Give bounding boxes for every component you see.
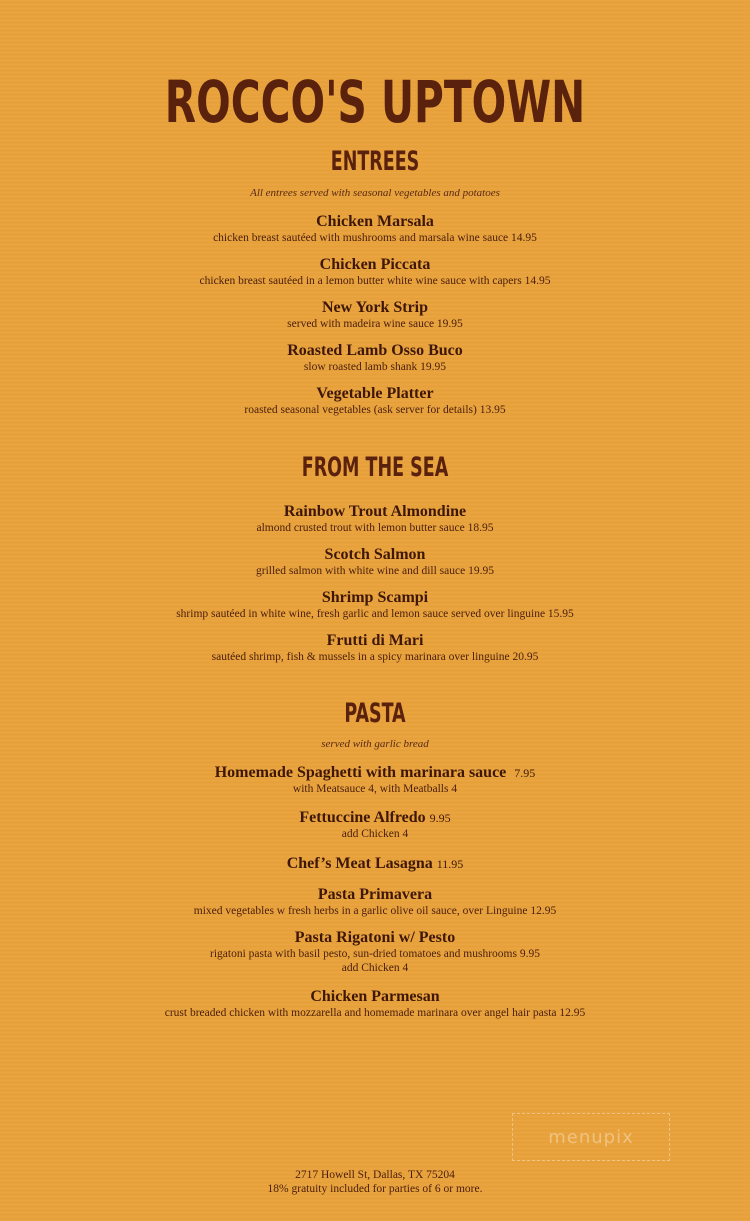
item-desc: roasted seasonal vegetables (ask server for details) 13.95 xyxy=(244,404,506,416)
item-name: Shrimp Scampi xyxy=(321,589,429,606)
item-price: 7.95 xyxy=(514,766,536,780)
item-desc: slow roasted lamb shank 19.95 xyxy=(303,361,447,373)
item-name: Pasta Primavera xyxy=(317,886,433,903)
item-desc: almond crusted trout with lemon butter sauce 18.95 xyxy=(256,522,494,534)
entrees-note: All entrees served with seasonal vegetables and potatoes xyxy=(250,187,500,199)
menu-item xyxy=(0,503,750,535)
item-name: Chef’s Meat Lasagna xyxy=(286,855,433,872)
item-name: Scotch Salmon xyxy=(324,546,426,563)
menu-item xyxy=(0,988,750,1020)
item-desc: crust breaded chicken with mozzarella and homemade marinara over angel hair pasta 12.95 xyxy=(164,1007,586,1019)
item-name: Frutti di Mari xyxy=(326,632,424,649)
item-desc: chicken breast sautéed in a lemon butter white wine sauce with capers 14.95 xyxy=(199,275,551,287)
item-desc: chicken breast sautéed with mushrooms and marsala wine sauce 14.95 xyxy=(213,232,537,244)
item-name: Pasta Rigatoni w/ Pesto xyxy=(294,929,456,946)
item-name: Vegetable Platter xyxy=(316,385,434,402)
menu-item xyxy=(0,546,750,578)
menupix-watermark: menupix xyxy=(512,1113,670,1161)
menu-item xyxy=(0,385,750,417)
item-name-line xyxy=(0,764,750,782)
entrees-title: ENTREES xyxy=(330,146,420,177)
item-price: 11.95 xyxy=(436,857,464,871)
menu-item xyxy=(0,342,750,374)
menu-item xyxy=(0,886,750,918)
pasta-title: PASTA xyxy=(344,698,406,729)
menu-item xyxy=(0,589,750,621)
item-name: Chicken Piccata xyxy=(319,256,431,273)
footer xyxy=(0,1168,750,1196)
item-name: Chicken Parmesan xyxy=(310,988,440,1005)
item-name: Roasted Lamb Osso Buco xyxy=(287,342,463,359)
menu-item xyxy=(0,632,750,664)
menu-item xyxy=(0,855,750,873)
item-name: Chicken Marsala xyxy=(316,213,434,230)
item-price: 9.95 xyxy=(429,811,451,825)
menu-item xyxy=(0,256,750,288)
item-name: Rainbow Trout Almondine xyxy=(283,503,467,520)
item-desc: grilled salmon with white wine and dill sauce 19.95 xyxy=(256,565,494,577)
item-name-line xyxy=(0,855,750,873)
menu-item xyxy=(0,299,750,331)
address: 2717 Howell St, Dallas, TX 75204 xyxy=(295,1169,455,1181)
item-desc-addon: add Chicken 4 xyxy=(341,962,409,974)
menu-item xyxy=(0,213,750,245)
item-desc: served with madeira wine sauce 19.95 xyxy=(287,318,463,330)
menu-item xyxy=(0,929,750,975)
item-desc: with Meatsauce 4, with Meatballs 4 xyxy=(292,783,458,795)
item-name: Homemade Spaghetti with marinara sauce xyxy=(214,764,507,781)
item-desc: shrimp sautéed in white wine, fresh garlic and lemon sauce served over linguine 15.95 xyxy=(176,608,574,620)
gratuity-note: 18% gratuity included for parties of 6 or more. xyxy=(267,1183,483,1195)
item-name: Fettuccine Alfredo xyxy=(299,809,426,826)
menu-item xyxy=(0,809,750,841)
item-name: New York Strip xyxy=(321,299,429,316)
item-desc: mixed vegetables w fresh herbs in a garlic olive oil sauce, over Linguine 12.95 xyxy=(193,905,557,917)
item-desc: rigatoni pasta with basil pesto, sun-dried tomatoes and mushrooms 9.95 xyxy=(210,948,540,960)
item-desc: add Chicken 4 xyxy=(341,828,409,840)
pasta-note: served with garlic bread xyxy=(321,738,429,750)
item-desc: sautéed shrimp, fish & mussels in a spicy marinara over linguine 20.95 xyxy=(211,651,539,663)
restaurant-name: ROCCO'S UPTOWN xyxy=(164,68,586,136)
menu-item xyxy=(0,764,750,796)
item-name-line xyxy=(0,809,750,827)
sea-title: FROM THE SEA xyxy=(301,452,449,483)
